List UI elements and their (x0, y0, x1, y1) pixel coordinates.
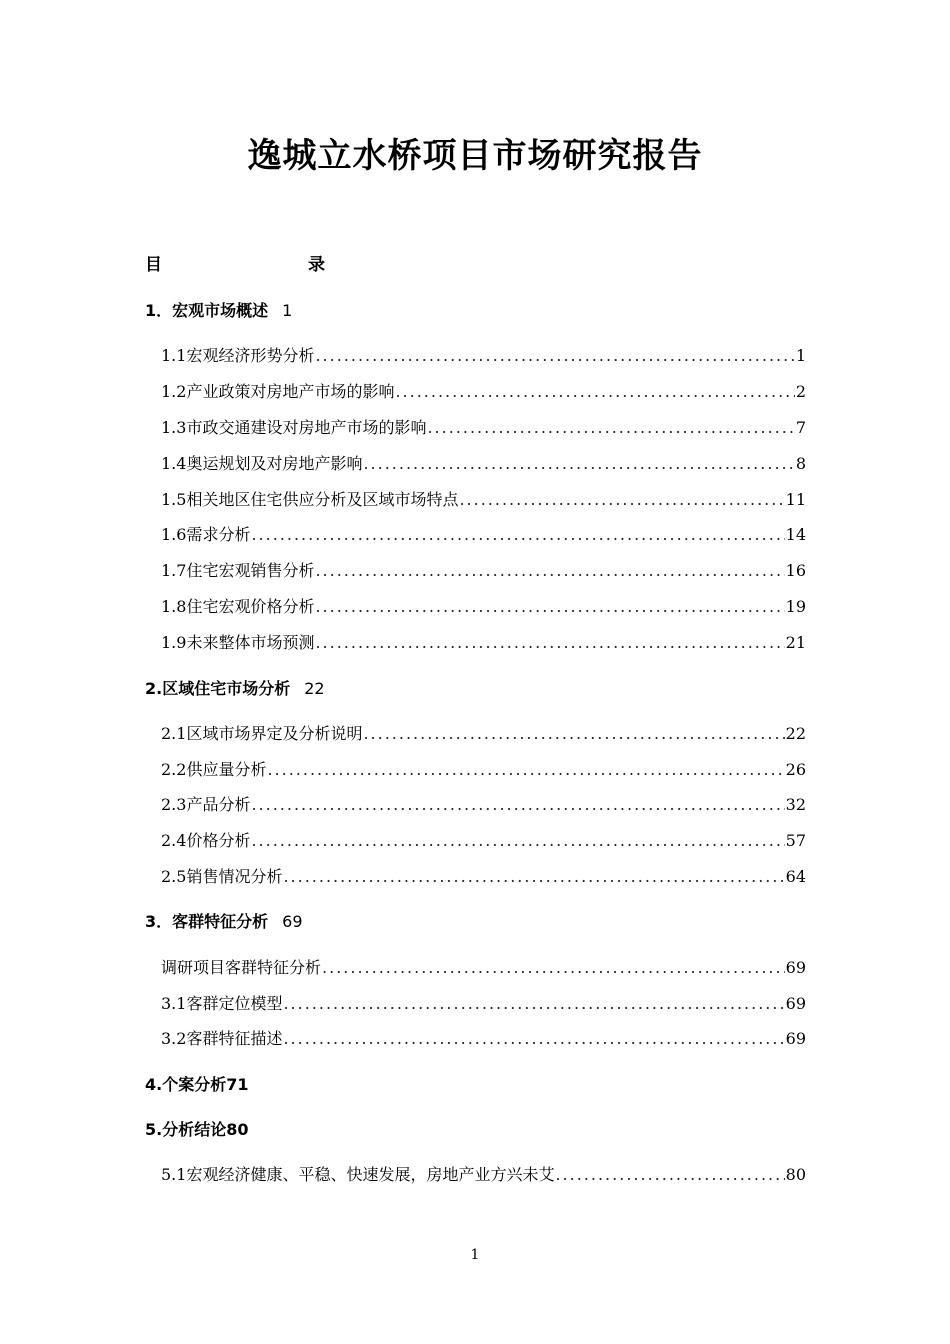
toc-section[interactable] (145, 298, 292, 321)
toc-entry[interactable] (161, 864, 806, 887)
toc-entry-page: 7 (795, 418, 806, 437)
toc-entry[interactable] (161, 1026, 806, 1049)
toc-entry[interactable] (161, 721, 806, 744)
dot-leader (363, 454, 794, 473)
toc-entry-label: 2.3产品分析 (161, 795, 251, 814)
toc-entry-label: 1.7住宅宏观销售分析 (161, 561, 315, 580)
toc-section-label: 4.个案分析 (145, 1075, 227, 1094)
dot-leader (395, 382, 794, 401)
toc-heading-right: 录 (308, 255, 325, 275)
dot-leader (459, 490, 784, 509)
toc-entry[interactable] (161, 415, 806, 438)
toc-entry-page: 8 (795, 454, 806, 473)
toc-entry[interactable] (161, 1162, 806, 1185)
dot-leader (251, 795, 784, 814)
toc-entry[interactable] (161, 487, 806, 510)
toc-entry-label: 1.8住宅宏观价格分析 (161, 597, 315, 616)
dot-leader (555, 1165, 784, 1184)
toc-entry-page: 2 (795, 382, 806, 401)
toc-entry[interactable] (161, 594, 806, 617)
toc-entry-page: 69 (785, 994, 806, 1013)
toc-section-page: 69 (282, 912, 303, 931)
toc-entry-page: 26 (785, 760, 806, 779)
toc-entry-page: 69 (785, 958, 806, 977)
toc-entry[interactable] (161, 343, 806, 366)
dot-leader (267, 760, 784, 779)
toc-section[interactable] (145, 676, 325, 699)
toc-entry-label: 2.5销售情况分析 (161, 867, 283, 886)
toc-entry[interactable] (161, 828, 806, 851)
toc-entry[interactable] (161, 792, 806, 815)
toc-entry-label: 1.5相关地区住宅供应分析及区域市场特点 (161, 490, 459, 509)
dot-leader (315, 561, 784, 580)
toc-entry-page: 57 (785, 831, 806, 850)
toc-entry[interactable] (161, 955, 806, 978)
toc-section[interactable] (145, 909, 303, 932)
toc-entry-page: 69 (785, 1029, 806, 1048)
toc-entry[interactable] (161, 991, 806, 1014)
toc-entry-page: 64 (785, 867, 806, 886)
toc-section[interactable] (145, 1117, 248, 1140)
toc-section-page: 22 (304, 679, 325, 698)
toc-entry-page: 1 (795, 346, 806, 365)
document-title: 逸城立水桥项目市场研究报告 (247, 136, 703, 176)
toc-section[interactable] (145, 1072, 248, 1095)
dot-leader (251, 831, 784, 850)
toc-entry[interactable] (161, 558, 806, 581)
toc-entry-page: 22 (785, 724, 806, 743)
toc-entry-page: 14 (785, 525, 806, 544)
toc-entry-page: 11 (785, 490, 806, 509)
dot-leader (251, 525, 784, 544)
dot-leader (283, 867, 784, 886)
toc-entry-page: 32 (785, 795, 806, 814)
toc-entry-page: 80 (785, 1165, 806, 1184)
toc-section-label: 1．宏观市场概述 (145, 301, 269, 320)
dot-leader (427, 418, 794, 437)
dot-leader (322, 958, 785, 977)
dot-leader (283, 1029, 784, 1048)
toc-entry-label: 1.9未来整体市场预测 (161, 633, 315, 652)
toc-entry-label: 2.1区域市场界定及分析说明 (161, 724, 363, 743)
toc-entry[interactable] (161, 757, 806, 780)
toc-entry-page: 19 (785, 597, 806, 616)
toc-entry-page: 16 (785, 561, 806, 580)
toc-entry-label: 1.4奥运规划及对房地产影响 (161, 454, 363, 473)
dot-leader (315, 597, 784, 616)
toc-entry[interactable] (161, 451, 806, 474)
dot-leader (283, 994, 784, 1013)
toc-entry-label: 1.6需求分析 (161, 525, 251, 544)
toc-section-page: 80 (226, 1120, 249, 1139)
toc-entry[interactable] (161, 522, 806, 545)
toc-section-page: 1 (282, 301, 293, 320)
toc-entry[interactable] (161, 630, 806, 653)
toc-entry-label: 5.1宏观经济健康、平稳、快速发展，房地产业方兴未艾 (161, 1165, 555, 1184)
toc-section-label: 2.区域住宅市场分析 (145, 679, 291, 698)
toc-entry-label: 1.2产业政策对房地产市场的影响 (161, 382, 395, 401)
toc-entry-label: 调研项目客群特征分析 (161, 958, 322, 977)
toc-section-label: 5.分析结论 (145, 1120, 227, 1139)
toc-entry-label: 2.4价格分析 (161, 831, 251, 850)
toc-section-page: 71 (226, 1075, 249, 1094)
dot-leader (315, 346, 794, 365)
toc-entry-label: 3.1客群定位模型 (161, 994, 283, 1013)
page-number: 1 (470, 1247, 480, 1263)
toc-entry-label: 2.2供应量分析 (161, 760, 267, 779)
toc-entry[interactable] (161, 379, 806, 402)
toc-entry-label: 3.2客群特征描述 (161, 1029, 283, 1048)
dot-leader (315, 633, 784, 652)
toc-entry-label: 1.1宏观经济形势分析 (161, 346, 315, 365)
toc-entry-label: 1.3市政交通建设对房地产市场的影响 (161, 418, 427, 437)
dot-leader (363, 724, 784, 743)
toc-heading-left: 目 (145, 255, 162, 275)
toc-section-label: 3．客群特征分析 (145, 912, 269, 931)
toc-heading (145, 250, 325, 275)
toc-entry-page: 21 (785, 633, 806, 652)
